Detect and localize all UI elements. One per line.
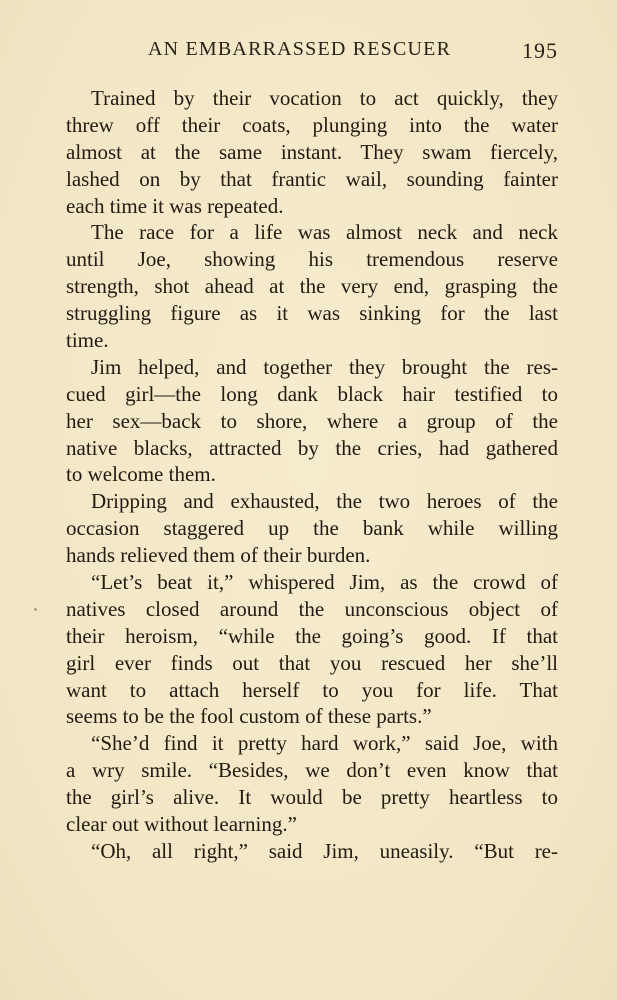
- page-number: 195: [522, 38, 558, 63]
- text-line: to welcome them.: [66, 462, 216, 487]
- page-header: [66, 38, 558, 68]
- text-line: “Let’s beat it,” whispered Jim, as the crowd of: [91, 570, 558, 595]
- text-line: a wry smile. “Besides, we don’t even know that: [66, 758, 558, 783]
- text-line: occasion staggered up the bank while willing: [66, 516, 558, 541]
- text-line: lashed on by that frantic wail, sounding fainter: [66, 166, 558, 191]
- text-line: girl ever finds out that you rescued her she’ll: [66, 650, 558, 675]
- text-line: each time it was repeated.: [66, 193, 284, 218]
- text-line: threw off their coats, plunging into the water: [66, 112, 558, 137]
- text-line: native blacks, attracted by the cries, had gathered: [66, 435, 558, 460]
- text-line: until Joe, showing his tremendous reserve: [66, 247, 558, 272]
- body-text: [66, 85, 558, 865]
- paper-speck: [34, 608, 37, 611]
- text-line: seems to be the fool custom of these parts.”: [66, 704, 432, 729]
- text-line: their heroism, “while the going’s good. If that: [66, 623, 558, 648]
- text-line: time.: [66, 328, 109, 353]
- text-line: struggling figure as it was sinking for the last: [66, 301, 558, 326]
- text-line: The race for a life was almost neck and neck: [91, 220, 558, 245]
- running-head: AN EMBARRASSED RESCUER: [148, 38, 452, 60]
- text-line: the girl’s alive. It would be pretty heartless to: [66, 785, 558, 810]
- text-line: clear out without learning.”: [66, 812, 297, 837]
- text-line: almost at the same instant. They swam fiercely,: [66, 139, 558, 164]
- text-line: Trained by their vocation to act quickly, they: [91, 86, 558, 110]
- text-line: her sex—back to shore, where a group of the: [66, 408, 558, 433]
- text-line: hands relieved them of their burden.: [66, 543, 371, 568]
- text-line: cued girl—the long dank black hair testified to: [66, 381, 558, 406]
- text-line: strength, shot ahead at the very end, grasping the: [66, 274, 558, 299]
- text-line: “Oh, all right,” said Jim, uneasily. “But re-: [91, 838, 558, 863]
- text-line: Jim helped, and together they brought the res-: [91, 354, 558, 379]
- text-line: Dripping and exhausted, the two heroes of the: [91, 489, 558, 514]
- text-line: “She’d find it pretty hard work,” said Joe, with: [91, 731, 558, 756]
- text-line: want to attach herself to you for life. That: [66, 677, 558, 702]
- text-line: natives closed around the unconscious object of: [66, 596, 558, 621]
